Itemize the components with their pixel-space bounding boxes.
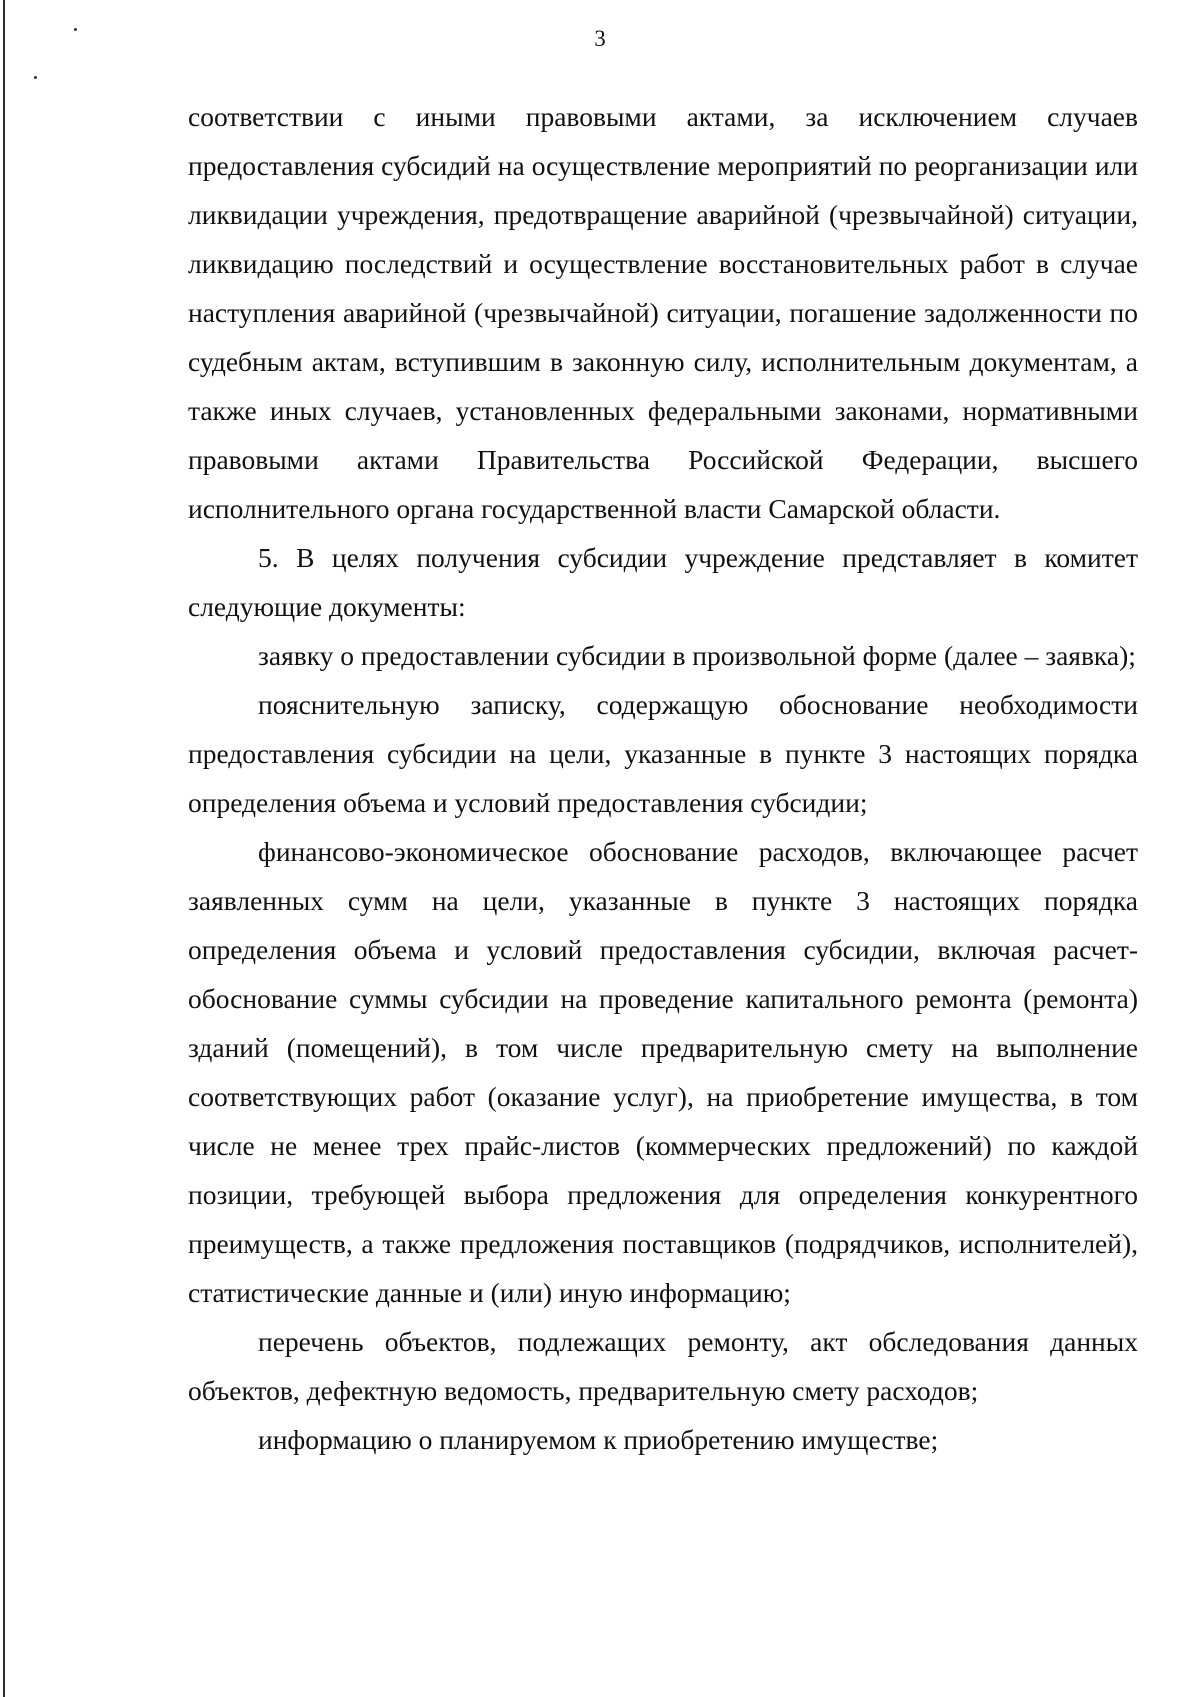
paragraph-financial-justification: финансово-экономическое обоснование расходов, включающее расчет заявленных сумм на цели, указанные в пункте 3 настоящих порядка определения объема и условий предоставления субсидии, включая расчет-обоснование суммы субсидии на проведение капитального ремонта (ремонта) зданий (помещений), в том числе предварительную смету на выполнение соответствующих работ (оказание услуг), на приобретение имущества, в том числе не менее трех прайс-листов (коммерческих предложений) по каждой позиции, требующей выбора предложения для определения конкурентного преимуществ, а также предложения поставщиков (подрядчиков, исполнителей), статистические данные и (или) иную информацию; xyxy=(188,836,1138,1308)
paragraph-application: заявку о предоставлении субсидии в произвольной форме (далее – заявка); xyxy=(258,640,1136,671)
paragraph-explanatory-note: пояснительную записку, содержащую обоснование необходимости предоставления субсидии на цели, указанные в пункте 3 настоящих порядка определения объема и условий предоставления субсидии; xyxy=(188,689,1138,818)
paragraph-continuation: соответствии с иными правовыми актами, за исключением случаев предоставления субсидий на осуществление мероприятий по реорганизации или ликвидации учреждения, предотвращение аварийной (чрезвычайной) ситуации, ликвидацию последствий и осуществление восстановительных работ в случае наступления аварийной (чрезвычайной) ситуации, погашение задолженности по судебным актам, вступившим в законную силу, исполнительным документам, а также иных случаев, установленных федеральными законами, нормативными правовыми актами Правительства Российской Федерации, высшего исполнительного органа государственной власти Самарской области. xyxy=(188,101,1138,524)
paragraph-property-info: информацию о планируемом к приобретению имуществе; xyxy=(258,1424,939,1455)
body-text xyxy=(188,92,1138,1464)
scan-border xyxy=(3,0,5,1697)
page-number: 3 xyxy=(594,26,606,51)
paragraph-item-5: 5. В целях получения субсидии учреждение представляет в комитет следующие документы: xyxy=(188,542,1138,622)
scan-artifact xyxy=(34,76,37,79)
paragraph-objects-list: перечень объектов, подлежащих ремонту, акт обследования данных объектов, дефектную ведомость, предварительную смету расходов; xyxy=(188,1326,1138,1406)
